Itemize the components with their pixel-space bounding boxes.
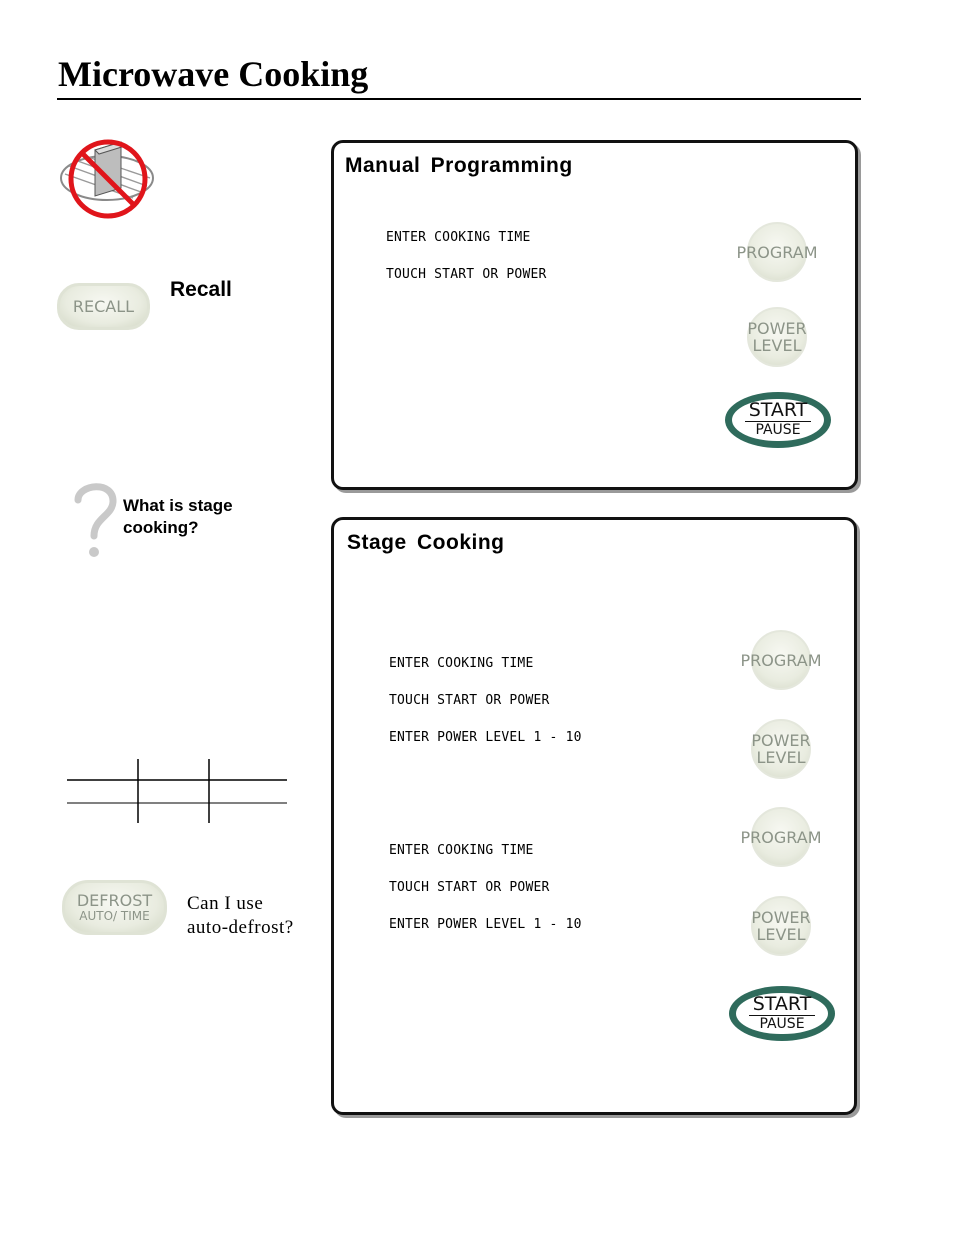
manual-start-pause-button[interactable] bbox=[725, 392, 831, 448]
stage-question-line1: What is stage bbox=[123, 496, 233, 515]
program-button-label: PROGRAM bbox=[740, 650, 822, 670]
stage2-power-level-button[interactable] bbox=[751, 896, 811, 956]
manual-step-2: TOUCH START OR POWER bbox=[386, 267, 547, 282]
power-table-grid bbox=[65, 757, 289, 825]
no-metal-rack-icon bbox=[55, 138, 155, 222]
defrost-auto-time-button[interactable] bbox=[62, 880, 167, 935]
stage1-program-button[interactable] bbox=[740, 630, 822, 690]
defrost-button-line1: DEFROST bbox=[76, 891, 153, 910]
stage-cooking-title: Stage Cooking bbox=[347, 531, 505, 554]
pause-label: PAUSE bbox=[759, 1015, 805, 1032]
program-button-label: PROGRAM bbox=[736, 242, 818, 262]
manual-programming-panel bbox=[331, 140, 858, 490]
stage-start-pause-button[interactable] bbox=[729, 986, 835, 1041]
start-label: START bbox=[745, 400, 812, 422]
stage2-program-button[interactable] bbox=[740, 807, 822, 867]
title-rule bbox=[57, 98, 861, 100]
power-button-line1: POWER bbox=[751, 908, 811, 927]
power-button-line2: LEVEL bbox=[756, 748, 806, 767]
page-title: Microwave Cooking bbox=[58, 54, 369, 94]
defrost-button-line2: AUTO/ TIME bbox=[79, 909, 150, 923]
stage2-step-1: ENTER COOKING TIME bbox=[389, 843, 534, 858]
manual-program-button[interactable] bbox=[736, 222, 818, 282]
manual-power-level-button[interactable] bbox=[747, 307, 807, 367]
defrost-question-line2: auto-defrost? bbox=[187, 917, 294, 938]
start-pause-face bbox=[732, 399, 823, 442]
stage1-power-level-button[interactable] bbox=[751, 719, 811, 779]
start-pause-face bbox=[736, 993, 827, 1035]
stage1-step-3: ENTER POWER LEVEL 1 - 10 bbox=[389, 730, 582, 745]
power-button-line1: POWER bbox=[747, 319, 807, 338]
stage1-step-1: ENTER COOKING TIME bbox=[389, 656, 534, 671]
manual-step-1: ENTER COOKING TIME bbox=[386, 230, 531, 245]
defrost-question-line1: Can I use bbox=[187, 893, 264, 914]
power-button-line2: LEVEL bbox=[756, 925, 806, 944]
pause-label: PAUSE bbox=[755, 422, 801, 439]
stage-cooking-panel bbox=[331, 517, 857, 1115]
recall-button-label: RECALL bbox=[72, 297, 135, 316]
power-button-line1: POWER bbox=[751, 731, 811, 750]
defrost-question bbox=[187, 892, 294, 940]
recall-heading: Recall bbox=[170, 278, 232, 301]
power-button-line2: LEVEL bbox=[752, 336, 802, 355]
stage2-step-3: ENTER POWER LEVEL 1 - 10 bbox=[389, 917, 582, 932]
stage-question-heading bbox=[123, 495, 233, 539]
program-button-label: PROGRAM bbox=[740, 827, 822, 847]
recall-button[interactable] bbox=[57, 283, 150, 330]
stage2-step-2: TOUCH START OR POWER bbox=[389, 880, 550, 895]
manual-programming-title: Manual Programming bbox=[345, 154, 573, 177]
stage-question-line2: cooking? bbox=[123, 518, 199, 537]
start-label: START bbox=[749, 994, 816, 1016]
question-mark-icon bbox=[70, 480, 120, 562]
stage1-step-2: TOUCH START OR POWER bbox=[389, 693, 550, 708]
